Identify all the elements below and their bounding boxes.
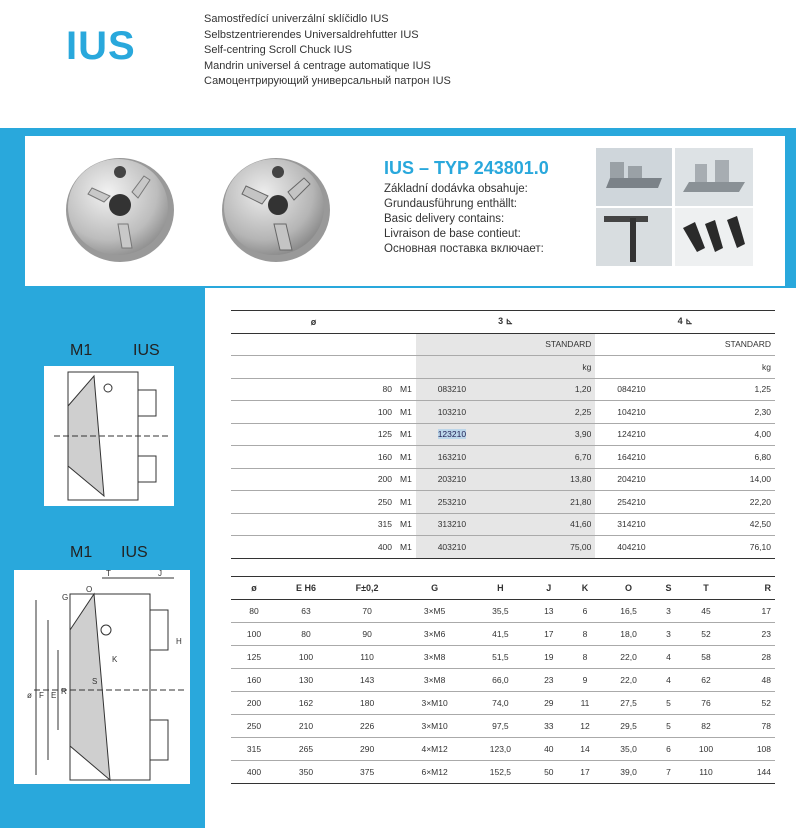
table-cell: 14 — [567, 738, 603, 761]
table-cell: 226 — [335, 715, 399, 738]
title-fr: Mandrin universel á centrage automatique IUS — [204, 59, 431, 72]
table-cell: 3 — [654, 600, 683, 623]
table-row — [231, 738, 775, 761]
delivery-cz: Základní dodávka obsahuje: — [384, 183, 528, 195]
jaws-photo-2 — [675, 148, 753, 206]
table-cell: 4×M12 — [399, 738, 470, 761]
table-cell: 3 — [654, 623, 683, 646]
table-cell: 152,5 — [470, 761, 531, 784]
table-cell: 250 — [231, 715, 277, 738]
chuck-section-drawing-1 — [44, 366, 174, 506]
table-cell: 12 — [567, 715, 603, 738]
drawing-label-m1-b: M1 — [70, 544, 93, 561]
table-cell: 17 — [729, 600, 775, 623]
bolts-photo — [675, 208, 753, 266]
table-cell: 143 — [335, 669, 399, 692]
table-row — [231, 692, 775, 715]
col-s: S — [654, 577, 683, 600]
table-cell: 80 — [231, 600, 277, 623]
dim-label-e: E — [51, 691, 57, 700]
dim-label-o: O — [86, 585, 93, 594]
table-row — [231, 623, 775, 646]
table-cell: 315 — [231, 738, 277, 761]
table-cell: 52 — [683, 623, 729, 646]
table-cell: 5 — [654, 715, 683, 738]
product-titles — [204, 12, 451, 90]
table-cell: 52 — [729, 692, 775, 715]
kg-label-4: kg — [668, 356, 775, 379]
table-cell: 35,5 — [470, 600, 531, 623]
dim-label-f: F — [39, 691, 44, 700]
standard-label-3: STANDARD — [488, 333, 595, 356]
table-cell: 3×M8 — [399, 646, 470, 669]
jaw-icon: ⊾ — [505, 316, 514, 327]
delivery-fr: Livraison de base contieut: — [384, 228, 521, 240]
title-de: Selbstzentrierendes Universaldrehfutter IUS — [204, 28, 419, 41]
table-cell: 125 — [231, 646, 277, 669]
table-cell: 350 — [277, 761, 335, 784]
table-cell: 82 — [683, 715, 729, 738]
dimensions-table — [231, 576, 775, 784]
table-row: 125 M1 123210 3,90 124210 4,00 — [231, 423, 775, 446]
table-cell: 76 — [683, 692, 729, 715]
table-cell: 290 — [335, 738, 399, 761]
table-cell: 45 — [683, 600, 729, 623]
table-cell: 90 — [335, 623, 399, 646]
dim-label-dia: ø — [27, 691, 32, 700]
table-row: 200 M1 203210 13,80 204210 14,00 — [231, 468, 775, 491]
selected-code[interactable]: 123210 — [437, 429, 467, 440]
dim-label-h: H — [176, 637, 182, 646]
table-cell: 41,5 — [470, 623, 531, 646]
table-row: 100 M1 103210 2,25 104210 2,30 — [231, 401, 775, 424]
table-cell: 7 — [654, 761, 683, 784]
table-cell: 29 — [531, 692, 567, 715]
table-cell: 74,0 — [470, 692, 531, 715]
table-cell: 80 — [277, 623, 335, 646]
table-cell: 265 — [277, 738, 335, 761]
table-cell: 22,0 — [603, 669, 654, 692]
table-cell: 9 — [567, 669, 603, 692]
table-cell: 40 — [531, 738, 567, 761]
table-cell: 66,0 — [470, 669, 531, 692]
table-cell: 4 — [654, 646, 683, 669]
table-cell: 110 — [683, 761, 729, 784]
col-diameter: ø — [231, 311, 396, 334]
dim-label-r: R — [61, 687, 67, 696]
table-cell: 6 — [654, 738, 683, 761]
table-cell: 8 — [567, 646, 603, 669]
title-en: Self-centring Scroll Chuck IUS — [204, 44, 352, 56]
table-cell: 3×M8 — [399, 669, 470, 692]
jaw-icon: ⊾ — [685, 316, 693, 327]
table-cell: 62 — [683, 669, 729, 692]
col-e: E H6 — [277, 577, 335, 600]
chuck-dimension-drawing — [14, 570, 190, 784]
table-cell: 3×M6 — [399, 623, 470, 646]
delivery-ru: Основная поставка включает: — [384, 243, 544, 255]
table-cell: 58 — [683, 646, 729, 669]
kg-label-3: kg — [488, 356, 595, 379]
table-cell: 3×M10 — [399, 715, 470, 738]
table-cell: 70 — [335, 600, 399, 623]
chuck-photo-angle — [218, 150, 338, 265]
col-dia: ø — [231, 577, 277, 600]
table-row — [231, 761, 775, 784]
table-cell: 17 — [531, 623, 567, 646]
table-cell: 400 — [231, 761, 277, 784]
table-cell: 78 — [729, 715, 775, 738]
table-cell: 210 — [277, 715, 335, 738]
col-g: G — [399, 577, 470, 600]
delivery-list — [384, 182, 544, 257]
col-o: O — [603, 577, 654, 600]
table-cell: 123,0 — [470, 738, 531, 761]
table-cell: 6 — [567, 600, 603, 623]
table-cell: 35,0 — [603, 738, 654, 761]
table-cell: 100 — [683, 738, 729, 761]
table-cell: 3×M5 — [399, 600, 470, 623]
table-cell: 18,0 — [603, 623, 654, 646]
table-cell: 160 — [231, 669, 277, 692]
table-cell: 162 — [277, 692, 335, 715]
table-cell: 50 — [531, 761, 567, 784]
table-cell: 180 — [335, 692, 399, 715]
table-cell: 6×M12 — [399, 761, 470, 784]
table-cell: 39,0 — [603, 761, 654, 784]
table-cell: 28 — [729, 646, 775, 669]
table-cell: 97,5 — [470, 715, 531, 738]
table-cell: 110 — [335, 646, 399, 669]
table-cell: 22,0 — [603, 646, 654, 669]
chuck-photo-front — [62, 150, 182, 265]
dim-label-t: T — [106, 570, 111, 578]
col-4-jaw: 4 ⊾ — [595, 311, 775, 334]
table-cell: 13 — [531, 600, 567, 623]
table-cell: 51,5 — [470, 646, 531, 669]
table-cell: 100 — [231, 623, 277, 646]
table-cell: 5 — [654, 692, 683, 715]
table-cell: 23 — [729, 623, 775, 646]
table-row: 80 M1 083210 1,20 084210 1,25 — [231, 378, 775, 401]
col-3-jaw: 3 ⊾ — [416, 311, 596, 334]
table-cell: 23 — [531, 669, 567, 692]
drawing-label-m1-a: M1 — [70, 342, 93, 359]
col-k: K — [567, 577, 603, 600]
col-t: T — [683, 577, 729, 600]
table-cell: 11 — [567, 692, 603, 715]
drawing-label-ius-b: IUS — [121, 544, 148, 561]
table-cell: 27,5 — [603, 692, 654, 715]
jaws-photo-1 — [596, 148, 672, 206]
order-table — [231, 310, 775, 559]
col-f: F±0,2 — [335, 577, 399, 600]
table-cell: 3×M10 — [399, 692, 470, 715]
col-h: H — [470, 577, 531, 600]
table-cell: 48 — [729, 669, 775, 692]
dim-label-g: G — [62, 593, 69, 602]
brand-title: IUS — [66, 24, 136, 68]
table-row: 400 M1 403210 75,00 404210 76,10 — [231, 536, 775, 559]
key-photo — [596, 208, 672, 266]
table-cell: 200 — [231, 692, 277, 715]
typ-title: IUS – TYP 243801.0 — [384, 158, 549, 178]
table-cell: 100 — [277, 646, 335, 669]
table-row: 160 M1 163210 6,70 164210 6,80 — [231, 446, 775, 469]
table-cell: 4 — [654, 669, 683, 692]
table-row — [231, 669, 775, 692]
table-cell: 375 — [335, 761, 399, 784]
table-cell: 17 — [567, 761, 603, 784]
title-ru: Самоцентрирующий универсальный патрон IUS — [204, 75, 451, 87]
table-cell: 108 — [729, 738, 775, 761]
table-cell: 19 — [531, 646, 567, 669]
table-cell: 144 — [729, 761, 775, 784]
table-cell: 8 — [567, 623, 603, 646]
table-row — [231, 600, 775, 623]
table-row: 250 M1 253210 21,80 254210 22,20 — [231, 491, 775, 514]
dim-label-k: K — [112, 655, 118, 664]
table-cell: 16,5 — [603, 600, 654, 623]
table-row — [231, 646, 775, 669]
drawing-label-ius-a: IUS — [133, 342, 160, 359]
standard-label-4: STANDARD — [668, 333, 775, 356]
delivery-en: Basic delivery contains: — [384, 213, 505, 225]
table-cell: 33 — [531, 715, 567, 738]
delivery-de: Grundausführung enthällt: — [384, 198, 517, 210]
table-cell: 130 — [277, 669, 335, 692]
title-cz: Samostředící univerzální sklíčidlo IUS — [204, 13, 389, 25]
dim-label-s: S — [92, 677, 98, 686]
table-cell: 63 — [277, 600, 335, 623]
col-r: R — [729, 577, 775, 600]
col-j: J — [531, 577, 567, 600]
dim-label-j: J — [158, 570, 162, 578]
table-row — [231, 715, 775, 738]
table-row: 315 M1 313210 41,60 314210 42,50 — [231, 513, 775, 536]
table-cell: 29,5 — [603, 715, 654, 738]
